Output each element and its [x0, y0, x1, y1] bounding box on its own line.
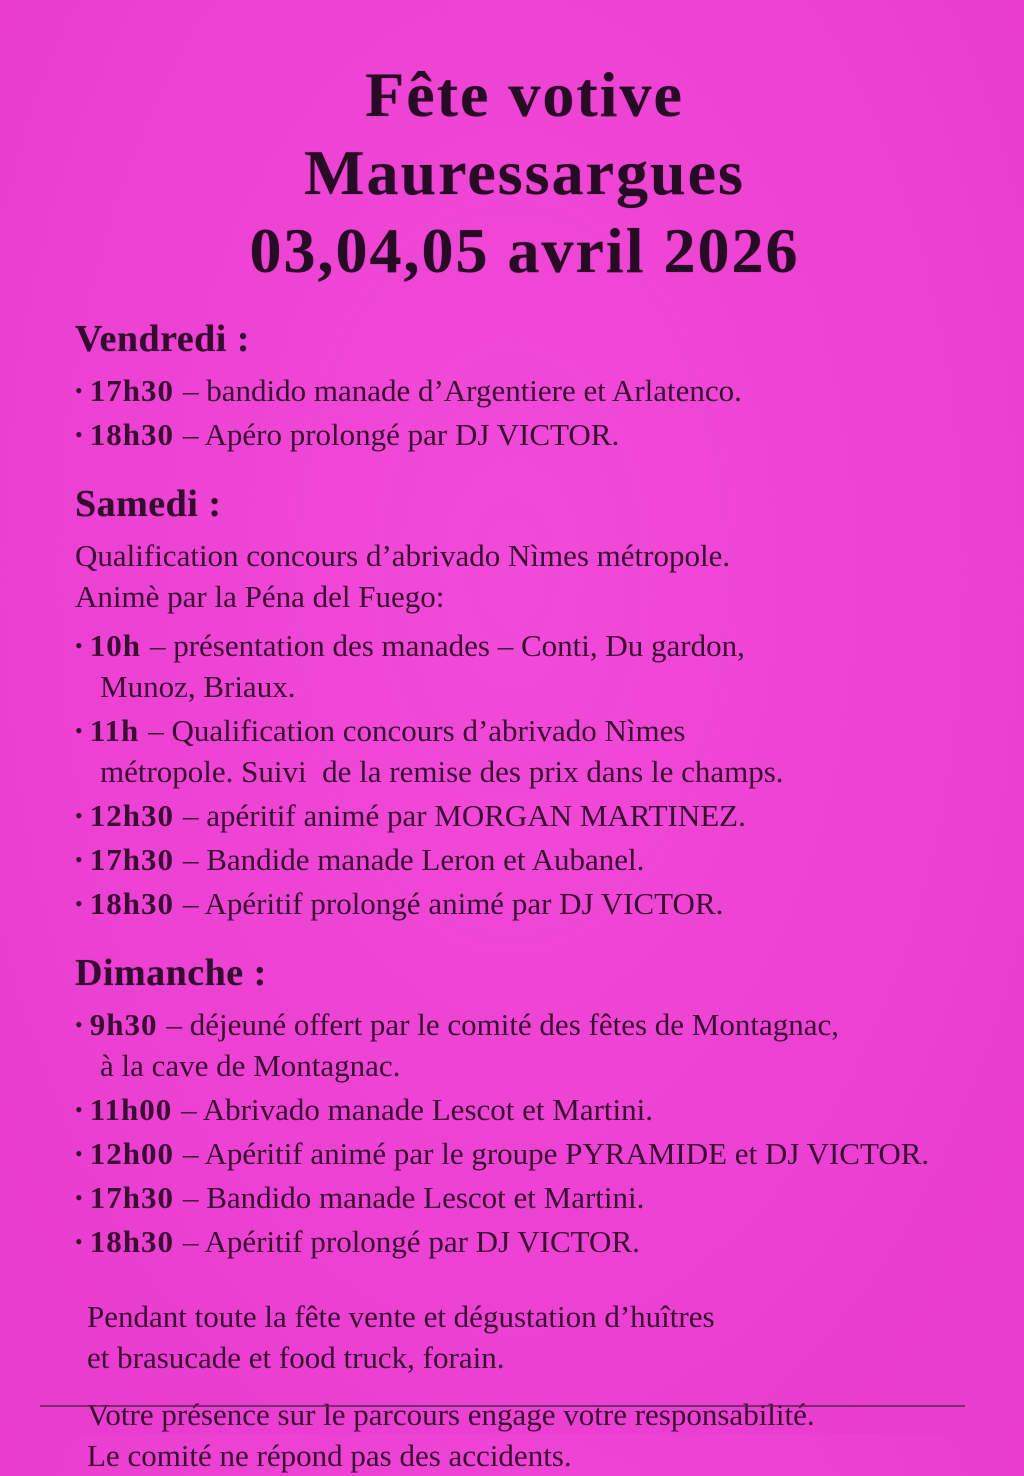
bullet-marker: • [75, 422, 83, 447]
day-heading-dimanche: Dimanche : [75, 952, 267, 994]
bullet-marker: • [75, 803, 83, 828]
event-text: – Apéritif animé par le groupe PYRAMIDE et DJ VICTOR. [182, 1136, 930, 1171]
schedule-item-line [75, 710, 974, 751]
event-time: 18h30 [89, 1224, 174, 1259]
day-heading-samedi: Samedi : [75, 483, 222, 525]
schedule-item [75, 1133, 974, 1174]
schedule-item [75, 625, 974, 707]
section-vendredi [75, 316, 974, 455]
event-time: 10h [89, 628, 141, 663]
schedule-item [75, 883, 974, 924]
bullet-marker: • [75, 633, 83, 658]
bullet-marker: • [75, 1012, 83, 1037]
schedule-item [75, 795, 974, 836]
day-heading-vendredi: Vendredi : [75, 318, 250, 360]
schedule-item [75, 1177, 974, 1218]
event-time: 12h00 [89, 1136, 174, 1171]
event-time: 17h30 [89, 1180, 174, 1215]
schedule-item-continuation: à la cave de Montagnac. [100, 1048, 401, 1083]
event-text: – bandido manade d’Argentiere et Arlatenco. [182, 373, 742, 408]
event-time: 9h30 [89, 1007, 158, 1042]
schedule-item [75, 839, 974, 880]
event-time: 11h00 [89, 1092, 173, 1127]
bullet-marker: • [75, 1097, 83, 1122]
event-text: – Apéritif prolongé par DJ VICTOR. [182, 1224, 640, 1259]
event-text: – Bandide manade Leron et Aubanel. [182, 842, 645, 877]
footer-notes [75, 1296, 974, 1476]
schedule-item [75, 370, 974, 411]
event-text: – Apéritif prolongé animé par DJ VICTOR. [182, 886, 724, 921]
schedule-list-samedi [75, 625, 974, 924]
event-text: – présentation des manades – Conti, Du gardon, [149, 628, 745, 663]
event-time: 11h [89, 713, 140, 748]
intro-line: Animè par la Péna del Fuego: [75, 579, 445, 614]
footer-line: Votre présence sur le parcours engage votre responsabilité. [87, 1397, 815, 1432]
schedule-item-line [75, 370, 974, 411]
event-text: – Qualification concours d’abrivado Nìmes [148, 713, 686, 748]
event-time: 17h30 [89, 842, 174, 877]
schedule-item-line [75, 1089, 974, 1130]
poster-title-line-2: Mauressargues [304, 137, 745, 208]
schedule-item [75, 414, 974, 455]
section-samedi [75, 481, 974, 924]
schedule-list-dimanche [75, 1004, 974, 1262]
intro-line: Qualification concours d’abrivado Nìmes métropole. [75, 538, 731, 573]
footer-line: et brasucade et food truck, forain. [87, 1340, 505, 1375]
schedule-list-vendredi [75, 370, 974, 455]
schedule-item [75, 1089, 974, 1130]
bullet-marker: • [75, 1185, 83, 1210]
schedule-item-line [75, 1133, 974, 1174]
bullet-marker: • [75, 378, 83, 403]
event-time: 18h30 [89, 886, 174, 921]
schedule-item-line [75, 1004, 974, 1045]
schedule-item-continuation: métropole. Suivi de la remise des prix dans le champs. [100, 754, 784, 789]
poster-title-line-1: Fête votive [365, 59, 684, 130]
section-intro [75, 535, 974, 617]
schedule-item-line [75, 883, 974, 924]
schedule-item [75, 1221, 974, 1262]
schedule-item-line [75, 1221, 974, 1262]
poster-title-line-3: 03,04,05 avril 2026 [249, 215, 800, 286]
bullet-marker: • [75, 847, 83, 872]
bullet-marker: • [75, 1141, 83, 1166]
bullet-marker: • [75, 1229, 83, 1254]
event-text: – Apéro prolongé par DJ VICTOR. [182, 417, 620, 452]
schedule-item-continuation: Munoz, Briaux. [100, 669, 296, 704]
section-dimanche [75, 950, 974, 1262]
event-time: 17h30 [89, 373, 174, 408]
event-text: – apéritif animé par MORGAN MARTINEZ. [182, 798, 746, 833]
poster-title [75, 56, 974, 290]
footer-line: Le comité ne répond pas des accidents. [87, 1438, 572, 1473]
event-text: – Abrivado manade Lescot et Martini. [181, 1092, 653, 1127]
schedule-item-line [75, 839, 974, 880]
schedule-item-line [75, 414, 974, 455]
schedule-item [75, 710, 974, 792]
schedule-item-line [75, 1177, 974, 1218]
bullet-marker: • [75, 718, 83, 743]
event-time: 12h30 [89, 798, 174, 833]
event-text: – Bandido manade Lescot et Martini. [182, 1180, 645, 1215]
event-time: 18h30 [89, 417, 174, 452]
event-text: – déjeuné offert par le comité des fêtes de Montagnac, [166, 1007, 839, 1042]
schedule-item-line [75, 625, 974, 666]
schedule-item [75, 1004, 974, 1086]
bullet-marker: • [75, 891, 83, 916]
schedule-item-line [75, 795, 974, 836]
footer-line: Pendant toute la fête vente et dégustation d’huîtres [87, 1299, 715, 1334]
footer-paragraph-food [87, 1296, 974, 1378]
bottom-divider [40, 1405, 965, 1407]
